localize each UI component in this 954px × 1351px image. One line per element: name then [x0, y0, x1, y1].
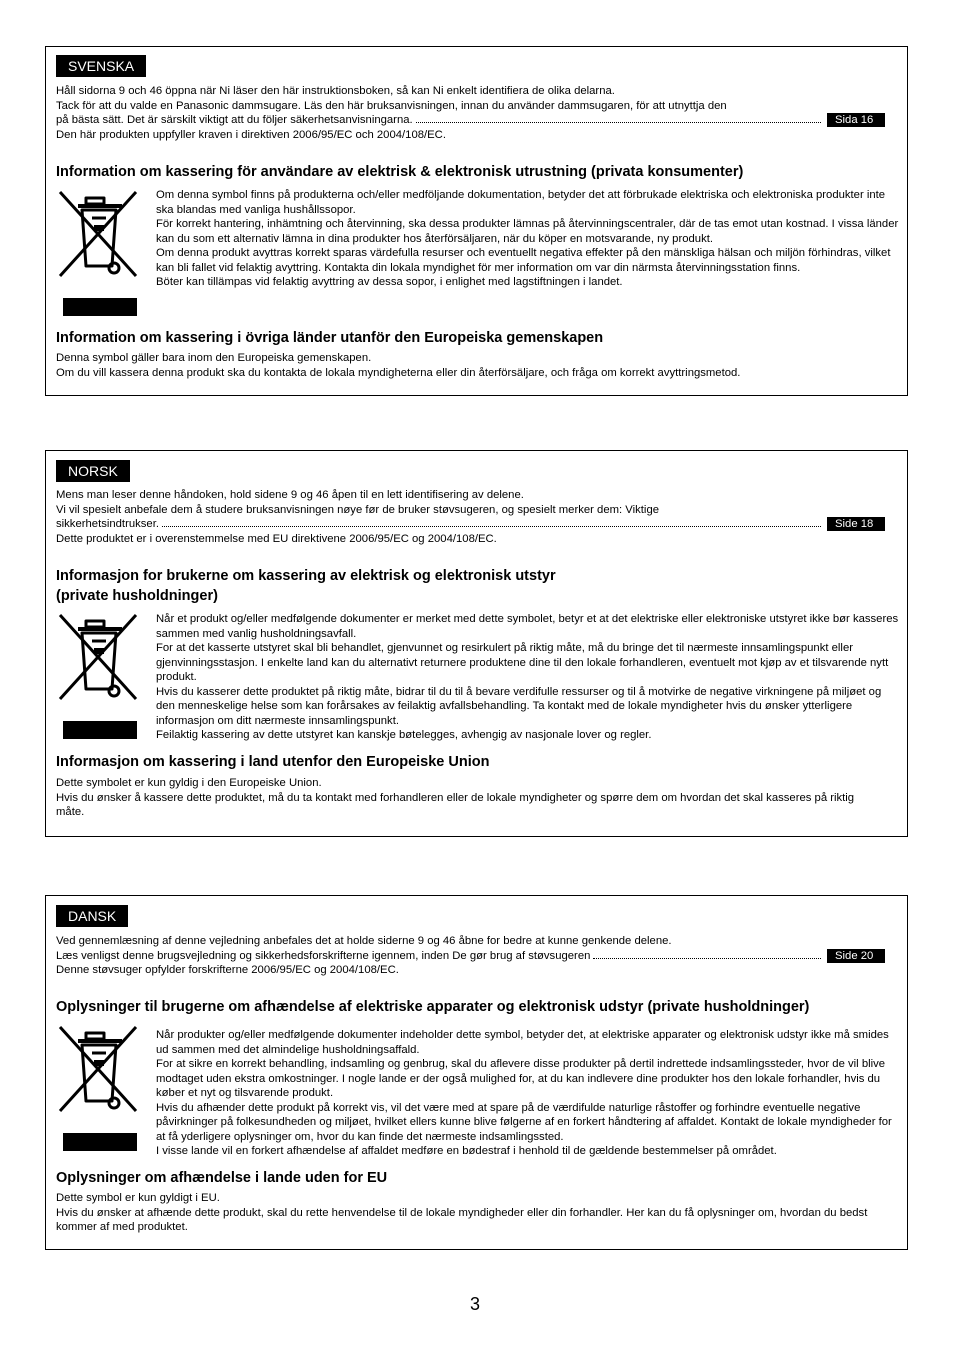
- language-tag: NORSK: [56, 460, 130, 482]
- body-text: Når produkter og/eller medfølgende dokumenter indeholder dette symbol, betyder det, at elektriske apparater og elektronisk udstyr ikke må smides ud sammen med det almindelige husholdningsaffald. For at sikre en korrekt behandling, indsamling og genbrug, skal du aflevere disse produkter på dertil indrettede indsamlingssteder, hvor de vil blive modtaget uden ekstra omkostninger. I nogle lande er der også mulighed for, at du kan indlevere dine produkter hos den lokale forhandler, hvis du køber et nyt og tilsvarende produkt. Hvis du afhænder dette produkt på korrekt vis, vil det være med at spare på de værdifulde naturlige råstoffer og forhindre eventuelle negative påvirkninger på folkesundheden og miljøet, hvilket ellers kunne blive følgerne af en forkert håndtering af affaldet. Kontakt de lokale myndigheder for at få yderligere oplysninger om, hvor du kan finde det nærmeste indsamlingssted. I visse lande vil en forkert afhændelse af affaldet medføre en bødestraf i henhold til de gældende bestemmelser på området.: [156, 1029, 892, 1157]
- body-text: Når et produkt og/eller medfølgende dokumenter er merket med dette symbolet, betyr et at det elektriske eller elektroniske utstyret ikke bør kasseres sammen med vanlig husholdningsavfall. For at det kasserte utstyret skal bli behandlet, gjenvunnet og resirkulert på riktig måte, må du bringe det til nærmeste innsamlingspunkt eller gjenvinningsstasjon. I enkelte land kan du alternativt returnere produktene dine til den lokale forhandleren, eventuelt mot kjøp av et tilsvarende nytt produkt. Hvis du kasserer dette produktet på riktig måte, bidrar til du til å bevare verdifulle ressurser og til å motvirke de negative virkningene på miljøet og den menneskelige helse som kan forårsakes av feilaktig avfallsbehandling. Ta kontakt med de lokale myndigheter hvis du ønsker ytterligere informasjon om ditt nærmeste innsamlingspunkt. Feilaktig kassering av dette utstyret kan kanskje bøtelegges, avhengig av nasjonale lover og regler.: [156, 613, 899, 741]
- intro-line: Læs venligst denne brugsvejledning og sikkerhedsforskrifterne igennem, inden De gør brug af støvsugeren: [56, 949, 591, 962]
- intro-text: [56, 488, 885, 546]
- weee-symbol: [56, 188, 140, 316]
- weee-symbol: [56, 611, 140, 739]
- intro-line: Håll sidorna 9 och 46 öppna när Ni läser den här instruktionsboken, så kan Ni enkelt identifiera de olika delarna.: [56, 85, 615, 97]
- section-heading-line: Informasjon for brukerne om kassering av elektrisk og elektronisk utstyr: [56, 568, 556, 584]
- section-heading: Informasjon om kassering i land utenfor den Europeiske Union: [56, 754, 490, 770]
- language-tag: SVENSKA: [56, 55, 146, 77]
- intro-line: på bästa sätt. Det är särskilt viktigt att du följer säkerhetsanvisningarna.: [56, 114, 413, 126]
- black-bar: [63, 721, 137, 739]
- page-number: 3: [470, 1294, 481, 1314]
- intro-line-with-ref: [56, 113, 885, 128]
- body-text: Om denna symbol finns på produkterna och/eller medföljande dokumentation, betyder det att förbrukade elektriska och elektroniska produkter inte ska blandas med vanliga hushållssopor. För korrekt hantering, inhämtning och återvinning, ska dessa produkter lämnas på återvinningscentraler, där de tas emot utan kostnad. I vissa länder kan du som ett alternativ lämna in dina produkter hos återförsäljaren, när du köper en motsvarande, ny produkt. Om denna produkt avyttras korrekt sparas värdefulla resurser och eventuellt negativa effekter på den mänskliga hälsan och miljön förhindras, vilket kan bli fallet vid felaktig avyttring. Kontakta din lokala myndighet för mer information om var din närmsta återvinningsstation finns. Böter kan tillämpas vid felaktig avyttring av dessa sopor, i enlighet med lagstiftningen i landet.: [156, 189, 899, 288]
- intro-text: [56, 934, 885, 978]
- body-text: Dette symbolet er kun gyldig i den Europeiske Union. Hvis du ønsker å kassere dette produktet, må du ta kontakt med forhandleren eller de lokale myndigheter og spørre dem om hvordan det skal kasseres på riktig måte.: [56, 777, 855, 818]
- page-ref-badge: Sida 16: [827, 113, 885, 127]
- intro-line: Denne støvsuger opfylder forskrifterne 2006/95/EC og 2004/108/EC.: [56, 964, 399, 976]
- dot-leader: [416, 122, 821, 123]
- intro-line-with-ref: [56, 949, 885, 964]
- intro-line: Ved gennemlæsning af denne vejledning anbefales det at holde siderne 9 og 46 åbne for bedre at kunne genkende delene.: [56, 935, 672, 947]
- intro-line: Vi vil spesielt anbefale dem å studere bruksanvisningen nøye før de bruker støvsugeren, og spesielt merker dem: Viktige: [56, 503, 660, 516]
- intro-line: sikkerhetsindtrukser.: [56, 518, 159, 530]
- black-bar: [63, 1133, 137, 1151]
- dot-leader: [162, 526, 821, 527]
- section-heading-line: (private husholdninger): [56, 588, 218, 604]
- section-heading: [56, 566, 556, 606]
- intro-line: Mens man leser denne håndoken, hold sidene 9 og 46 åpen til en lett identifisering av delene.: [56, 489, 524, 501]
- dot-leader: [593, 958, 821, 959]
- crossed-bin-icon: [56, 188, 140, 282]
- crossed-bin-icon: [56, 611, 140, 705]
- page-ref-badge: Side 20: [827, 949, 885, 963]
- intro-line-with-ref: [56, 517, 885, 532]
- intro-line: Den här produkten uppfyller kraven i direktiven 2006/95/EC och 2004/108/EC.: [56, 128, 446, 141]
- crossed-bin-icon: [56, 1023, 140, 1117]
- intro-text: [56, 84, 885, 142]
- page-ref-badge: Side 18: [827, 517, 885, 531]
- section-svenska: [45, 46, 908, 396]
- body-text: Dette symbol er kun gyldigt i EU. Hvis du ønsker at afhænde dette produkt, skal du rette henvendelse til de lokale myndigheder eller din forhandler. Her kan du få oplysninger om, hvordan du bedst kommer af med produktet.: [56, 1192, 868, 1233]
- section-heading: Oplysninger til brugerne om afhændelse af elektriske apparater og elektronisk udstyr (private husholdninger): [56, 999, 810, 1015]
- section-norsk: [45, 450, 908, 837]
- section-dansk: [45, 895, 908, 1250]
- section-heading: Information om kassering i övriga länder utanför den Europeiska gemenskapen: [56, 330, 604, 346]
- black-bar: [63, 298, 137, 316]
- section-heading: Oplysninger om afhændelse i lande uden for EU: [56, 1170, 388, 1186]
- intro-line: Tack för att du valde en Panasonic dammsugare. Läs den här bruksanvisningen, innan du använder dammsugaren, för att utnyttja den: [56, 99, 727, 112]
- intro-line: Dette produktet er i overenstemmelse med EU direktivene 2006/95/EC og 2004/108/EC.: [56, 532, 497, 545]
- body-text: Denna symbol gäller bara inom den Europeiska gemenskapen. Om du vill kassera denna produkt ska du kontakta de lokala myndigheterna eller din återförsäljare, och fråga om korrekt avyttringsmetod.: [56, 352, 741, 379]
- weee-symbol: [56, 1023, 140, 1151]
- language-tag: DANSK: [56, 905, 128, 927]
- section-heading: Information om kassering för användare av elektrisk & elektronisk utrustning (privata konsumenter): [56, 164, 744, 180]
